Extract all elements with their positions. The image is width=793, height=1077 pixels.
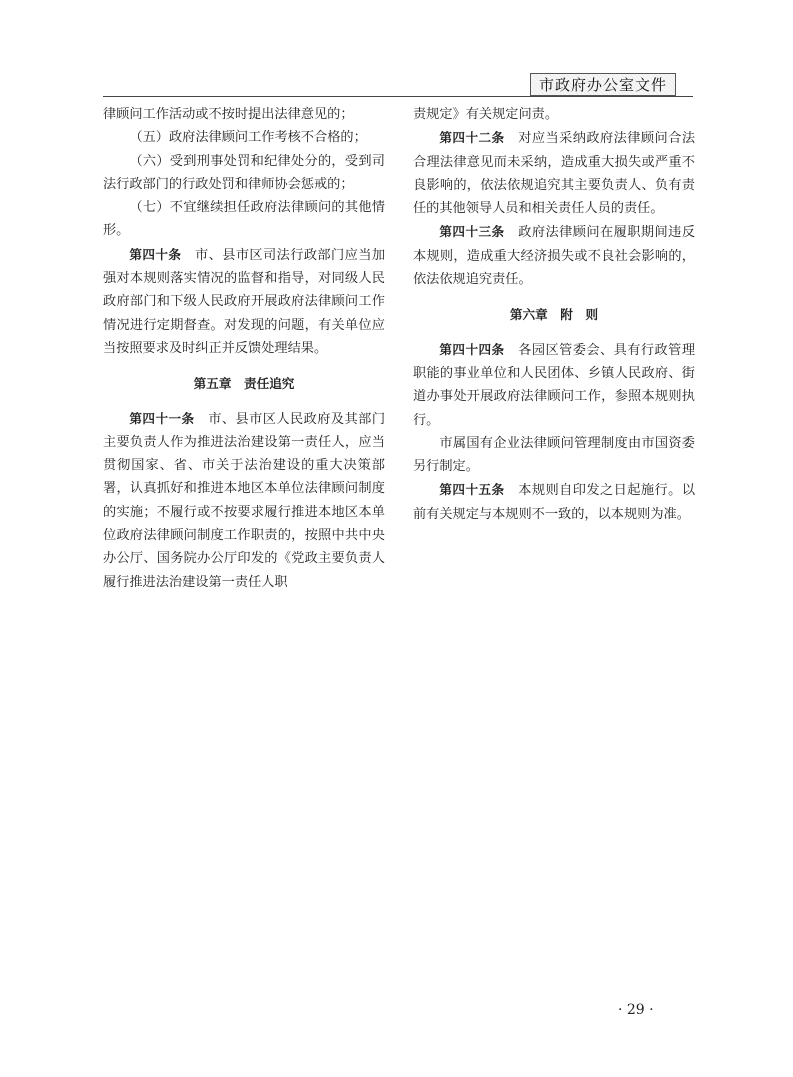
article-41-label: 第四十一条 bbox=[129, 410, 195, 426]
document-header-title: 市政府办公室文件 bbox=[530, 73, 676, 96]
article-42-label: 第四十二条 bbox=[439, 130, 505, 146]
list-item-5: （五）政府法律顾问工作考核不合格的； bbox=[129, 130, 367, 146]
article-40 bbox=[103, 243, 385, 360]
article-45-label: 第四十五条 bbox=[439, 482, 505, 498]
soe-paragraph: 市属国有企业法律顾问管理制度由市国资委另行制定。 bbox=[413, 435, 695, 475]
list-item-7: （七）不宜继续担任政府法律顾问的其他情形。 bbox=[103, 200, 385, 239]
article-44-label: 第四十四条 bbox=[439, 341, 505, 357]
article-42-text: 对应当采纳政府法律顾问合法合理法律意见而未采纳，造成重大损失或严重不良影响的，依法依规追究其主要负责人、负有责任的其他领导人员和相关责任人员的责任。 bbox=[413, 131, 696, 217]
article-42 bbox=[413, 126, 695, 220]
article-41 bbox=[103, 407, 385, 594]
chapter-6-heading: 第六章 附 则 bbox=[509, 307, 599, 323]
list-item-6: （六）受到刑事处罚和纪律处分的，受到司法行政部门的行政处罚和律师协会惩戒的； bbox=[103, 153, 385, 192]
page-number: · 29 · bbox=[618, 1002, 654, 1018]
paragraph-continuation: 律顾问工作活动或不按时提出法律意见的； bbox=[103, 107, 354, 122]
article-43-text: 政府法律顾问在履职期间违反本规则，造成重大经济损失或不良社会影响的，依法依规追究责任。 bbox=[413, 225, 696, 288]
article-44 bbox=[413, 338, 695, 432]
article-43-label: 第四十三条 bbox=[439, 224, 505, 240]
article-44-text: 各园区管委会、具有行政管理职能的事业单位和人民团体、乡镇人民政府、街道办事处开展政府法律顾问工作，参照本规则执行。 bbox=[413, 342, 696, 428]
article-41-text: 市、县市区人民政府及其部门主要负责人作为推进法治建设第一责任人，应当贯彻国家、省、市关于法治建设的重大决策部署，认真抓好和推进本地区本单位法律顾问制度的实施；不履行或不按要求履行推进本地区本单位政府法律顾问制度工作职责的，按照中共中央办公厅、国务院办公厅印发的《党政主要负责人履行推进法治建设第一责任人职 bbox=[103, 411, 386, 590]
paragraph-continuation-right: 责规定》有关规定问责。 bbox=[413, 107, 559, 122]
left-column bbox=[103, 103, 385, 594]
article-45-text: 本规则自印发之日起施行。以前有关规定与本规则不一致的，以本规则为准。 bbox=[413, 483, 696, 522]
article-40-text: 市、县市区司法行政部门应当加强对本规则落实情况的监督和指导，对同级人民政府部门和下级人民政府开展政府法律顾问工作情况进行定期督查。对发现的问题，有关单位应当按照要求及时纠正并反馈处理结果。 bbox=[103, 247, 386, 356]
chapter-5-heading: 第五章 责任追究 bbox=[193, 376, 295, 392]
header-rule bbox=[103, 96, 693, 97]
right-column bbox=[413, 103, 695, 526]
article-40-label: 第四十条 bbox=[129, 246, 182, 262]
article-43 bbox=[413, 220, 695, 291]
article-45 bbox=[413, 478, 695, 526]
